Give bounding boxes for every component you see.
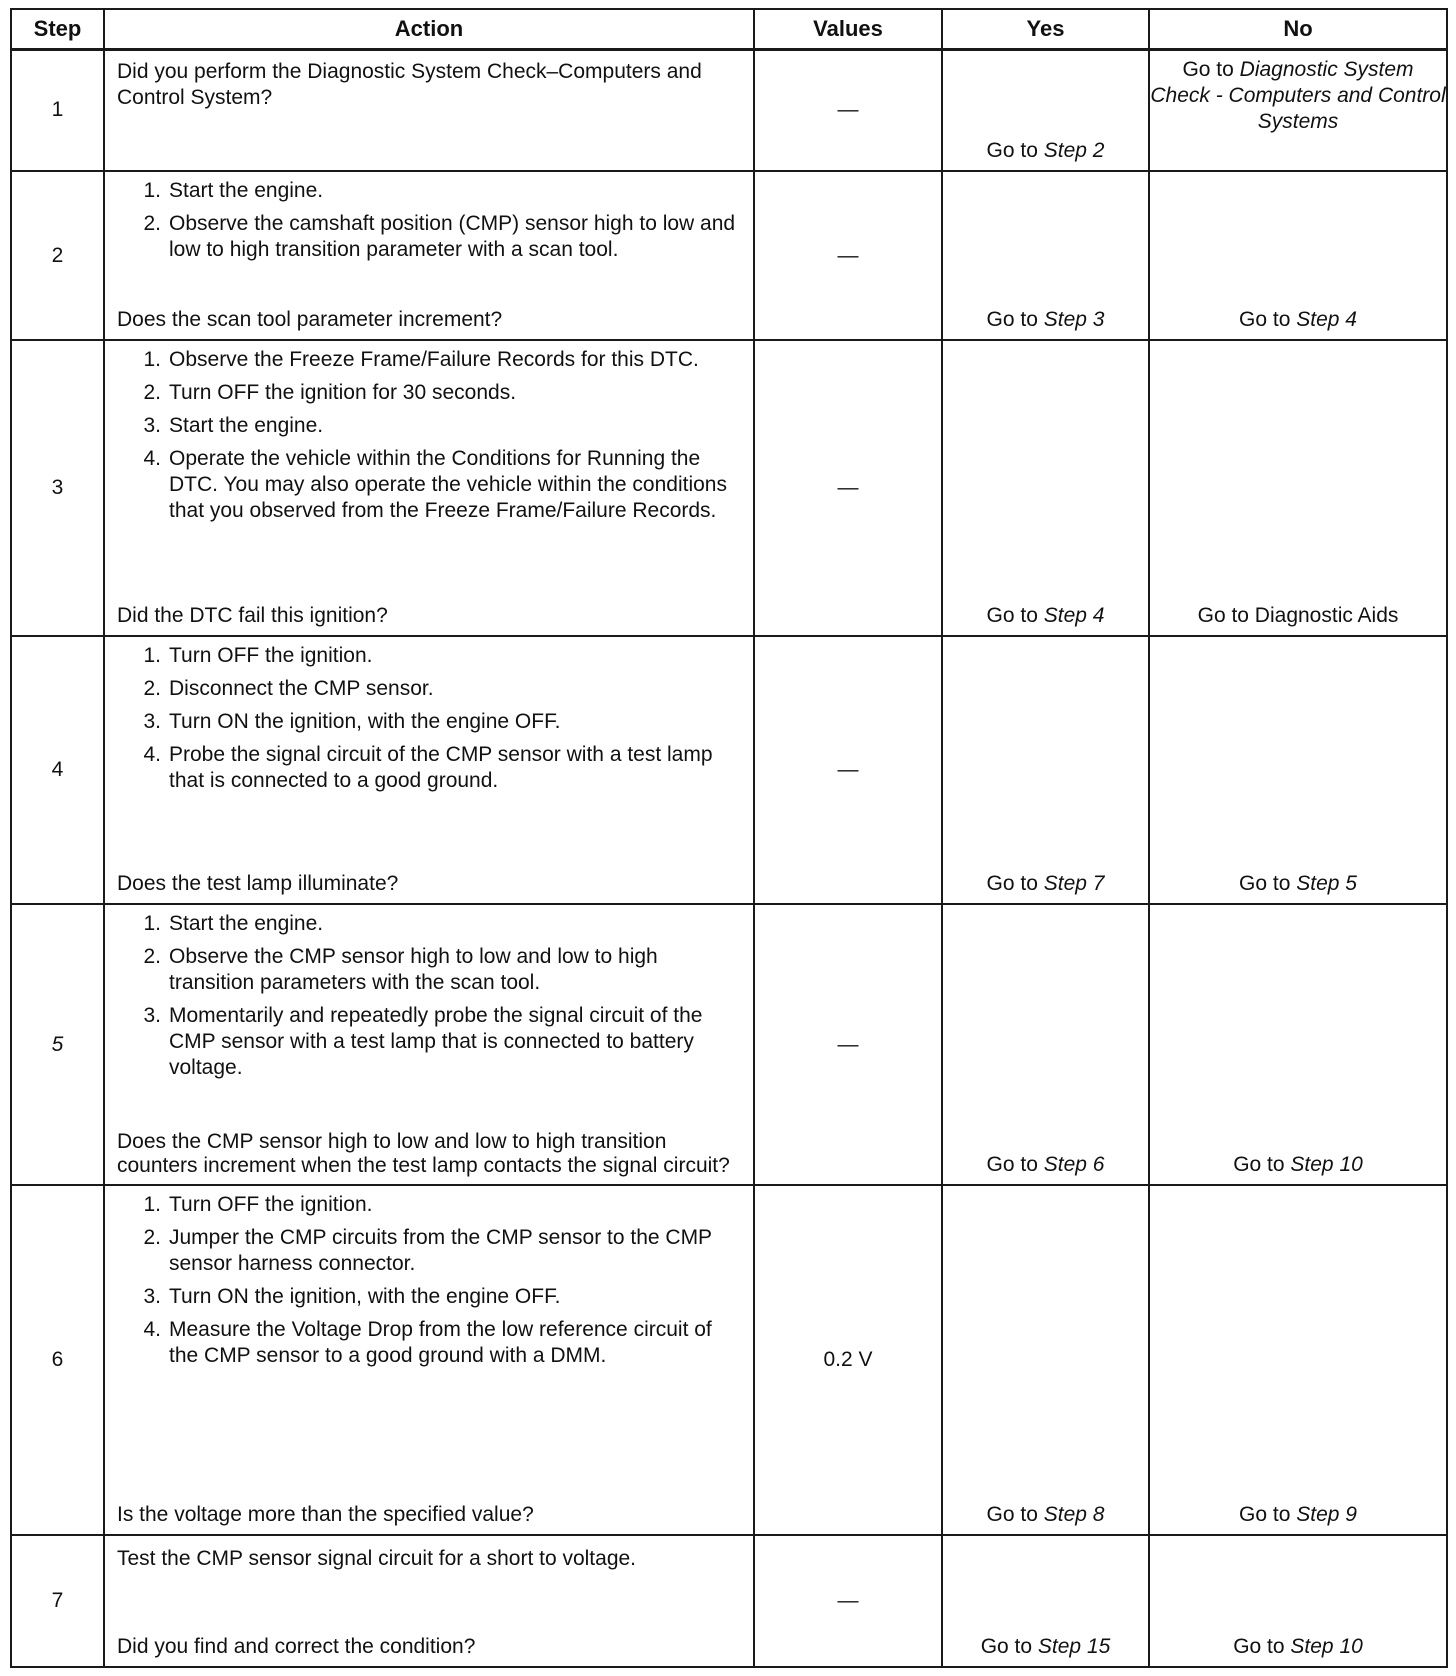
- yes-cell: Go to Step 15: [942, 1535, 1149, 1668]
- no-cell: Go to Step 9: [1149, 1185, 1447, 1534]
- no-target: Diagnostic System Check - Computers and Control Systems: [1150, 58, 1446, 133]
- action-list: [113, 1192, 743, 1376]
- yes-target: Step 15: [1037, 1635, 1111, 1658]
- value-cell: —: [754, 340, 942, 636]
- diagnostic-table: [10, 8, 1448, 1668]
- list-item: 3. Momentarily and repeatedly probe the signal circuit of the CMP sensor with a test lamp that is connected to battery voltage.: [143, 1004, 703, 1080]
- value-cell: —: [754, 171, 942, 341]
- header-action: Action: [104, 9, 754, 50]
- action-cell: [104, 1535, 754, 1668]
- list-item: 1. Start the engine.: [143, 912, 324, 936]
- value-cell: —: [754, 50, 942, 171]
- list-item: 3. Turn ON the ignition, with the engine OFF.: [143, 710, 561, 734]
- header-no: No: [1149, 9, 1447, 50]
- yes-cell: Go to Step 7: [942, 636, 1149, 904]
- no-cell: Go to Diagnostic Aids: [1149, 340, 1447, 636]
- yes-target: Step 8: [1043, 1502, 1105, 1526]
- action-question: Does the CMP sensor high to low and low to high transition counters increment when the test lamp contacts the signal circuit?: [117, 1130, 730, 1178]
- action-question: Does the scan tool parameter increment?: [117, 308, 503, 332]
- action-cell: [104, 904, 754, 1185]
- header-step: Step: [11, 9, 104, 50]
- table-row: [11, 1535, 1447, 1668]
- no-cell: Go to Step 10: [1149, 1535, 1447, 1668]
- yes-cell: Go to Step 6: [942, 904, 1149, 1185]
- yes-target: Step 7: [1043, 872, 1105, 896]
- action-question: Does the test lamp illuminate?: [117, 872, 399, 896]
- no-target: Step 4: [1296, 308, 1357, 332]
- step-number: 4: [11, 636, 104, 904]
- no-cell: Go to Step 5: [1149, 636, 1447, 904]
- step-number: 7: [11, 1535, 104, 1668]
- header-yes: Yes: [942, 9, 1149, 50]
- table-row: [11, 636, 1447, 904]
- action-question: Did the DTC fail this ignition?: [117, 604, 388, 628]
- yes-cell: Go to Step 4: [942, 340, 1149, 636]
- action-list: [113, 178, 743, 270]
- list-item: 1. Observe the Freeze Frame/Failure Records for this DTC.: [143, 348, 699, 372]
- no-cell: Go to Diagnostic System Check - Computers and Control Systems: [1149, 50, 1447, 171]
- action-cell: [104, 50, 754, 171]
- action-list: [113, 643, 743, 801]
- list-item: 2. Turn OFF the ignition for 30 seconds.: [143, 381, 517, 405]
- step-number: 3: [11, 340, 104, 636]
- action-list: [113, 347, 743, 531]
- no-target: Step 10: [1290, 1635, 1363, 1658]
- step-number: 1: [11, 50, 104, 171]
- yes-cell: Go to Step 8: [942, 1185, 1149, 1534]
- action-text: Did you perform the Diagnostic System Check–Computers and Control System?: [117, 60, 702, 109]
- value-cell: 0.2 V: [754, 1185, 942, 1534]
- list-item: 1. Start the engine.: [143, 178, 324, 202]
- value-cell: —: [754, 1535, 942, 1668]
- list-item: 4. Operate the vehicle within the Conditions for Running the DTC. You may also operate the vehicle within the conditions that you observed from the Freeze Frame/Failure Records.: [143, 447, 727, 523]
- yes-target: Step 3: [1043, 308, 1105, 332]
- header-row: [11, 9, 1447, 50]
- list-item: 3. Turn ON the ignition, with the engine OFF.: [143, 1285, 561, 1309]
- no-cell: Go to Step 4: [1149, 171, 1447, 341]
- action-question: Did you find and correct the condition?: [117, 1635, 476, 1658]
- step-number: 2: [11, 171, 104, 341]
- no-target: Step 10: [1290, 1153, 1363, 1177]
- list-item: 4. Measure the Voltage Drop from the low reference circuit of the CMP sensor to a good ground with a DMM.: [143, 1318, 712, 1368]
- step-number: 6: [11, 1185, 104, 1534]
- list-item: 2. Observe the camshaft position (CMP) sensor high to low and low to high transition parameter with a scan tool.: [143, 211, 736, 261]
- action-cell: [104, 1185, 754, 1534]
- list-item: 2. Observe the CMP sensor high to low and low to high transition parameters with the scan tool.: [143, 945, 658, 995]
- table-row: [11, 171, 1447, 341]
- yes-target: Step 2: [1043, 138, 1105, 162]
- table-row: [11, 340, 1447, 636]
- table-row: [11, 1185, 1447, 1534]
- table-row: [11, 904, 1447, 1185]
- action-question: Is the voltage more than the specified value?: [117, 1502, 534, 1526]
- list-item: 3. Start the engine.: [143, 414, 324, 438]
- no-target: Step 9: [1296, 1502, 1357, 1526]
- list-item: 4. Probe the signal circuit of the CMP sensor with a test lamp that is connected to a good ground.: [143, 743, 713, 793]
- list-item: 2. Disconnect the CMP sensor.: [143, 677, 434, 701]
- yes-cell: Go to Step 3: [942, 171, 1149, 341]
- action-text: Test the CMP sensor signal circuit for a short to voltage.: [117, 1546, 637, 1570]
- header-values: Values: [754, 9, 942, 50]
- yes-target: Step 4: [1043, 604, 1105, 628]
- list-item: 2. Jumper the CMP circuits from the CMP sensor to the CMP sensor harness connector.: [143, 1226, 712, 1276]
- no-cell: Go to Step 10: [1149, 904, 1447, 1185]
- action-cell: [104, 171, 754, 341]
- action-list: [113, 911, 743, 1088]
- value-cell: —: [754, 904, 942, 1185]
- step-number: 5: [11, 904, 104, 1185]
- yes-target: Step 6: [1043, 1153, 1105, 1177]
- action-cell: [104, 636, 754, 904]
- value-cell: —: [754, 636, 942, 904]
- list-item: 1. Turn OFF the ignition.: [143, 644, 373, 668]
- list-item: 1. Turn OFF the ignition.: [143, 1193, 373, 1217]
- yes-cell: Go to Step 2: [942, 50, 1149, 171]
- no-target: Step 5: [1296, 872, 1357, 896]
- table-row: [11, 50, 1447, 171]
- action-cell: [104, 340, 754, 636]
